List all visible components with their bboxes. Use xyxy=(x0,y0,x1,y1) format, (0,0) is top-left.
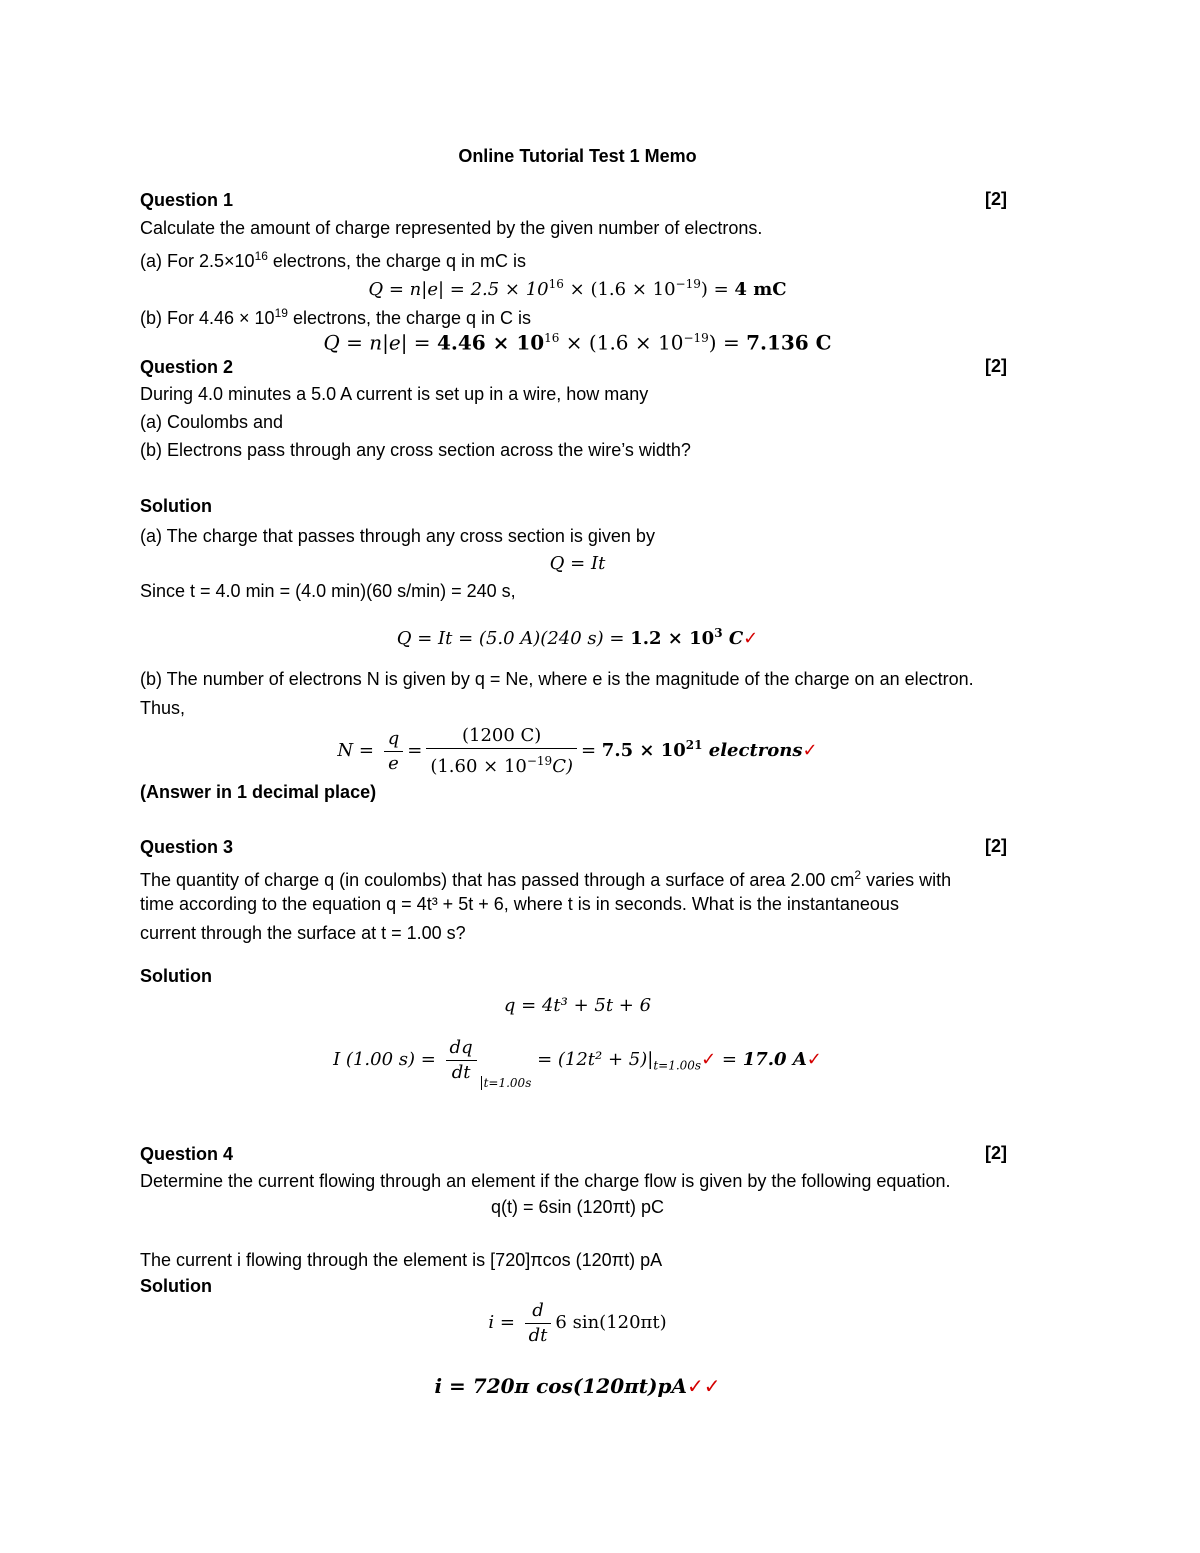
question-2-line-3: (b) Electrons pass through any cross section across the wire’s width? xyxy=(140,440,691,460)
check-mark-icon: ✓ xyxy=(806,1049,822,1070)
question-3-equation-1: q = 4t³ + 5t + 6 xyxy=(503,995,652,1016)
question-2-equation-2: Q = It = (5.0 A)(240 $s) = 1.2 \times 10^3$ C✓ xyxy=(396,626,759,649)
check-mark-icon: ✓ xyxy=(703,1374,721,1398)
fraction-charge-ratio: $\frac{(1200 C)}{(1.60 \times 10^{-19}C)}$ xyxy=(426,724,577,779)
question-3-line-2: time according to the equation q = 4t³ + 5t + 6, where t is in seconds. What is the instantaneous xyxy=(140,894,899,914)
question-4-equation-1: i = $\frac{d}{dt}$ 6 sin(120πt) xyxy=(488,1299,667,1346)
question-1-part-b: (b) For $4.46 \times 10^{19}$ electrons, the charge q in C is xyxy=(140,306,532,328)
question-1-heading: Question 1 xyxy=(140,190,234,210)
question-2-marks: [2] xyxy=(985,356,1007,376)
question-2-electron-equation: N = $\frac{q}{e}$ = $\frac{(1200 C)}{(1.60 \times 10^{-19}C)}$ = $7.5 \times 10^{21}$ electrons✓ xyxy=(337,724,818,777)
question-2-since: Since t = 4.0 min = (4.0 min)(60 s/min) = 240 s, xyxy=(140,581,516,601)
question-4-charge-equation: q(t) = 6sin (120πt) pC xyxy=(491,1197,664,1217)
question-4-equation-2: i = 720π cos(120πt)pA✓✓ xyxy=(434,1374,721,1398)
question-2-solution-heading: Solution xyxy=(140,496,212,516)
question-3-line-3: current through the surface at t = 1.00 s? xyxy=(140,923,466,943)
check-mark-icon: ✓ xyxy=(686,1374,704,1398)
question-2-thus: Thus, xyxy=(140,698,186,718)
question-2-solution-a: (a) The charge that passes through any cross section is given by xyxy=(140,526,655,546)
question-4-line-2: The current i flowing through the element is [720]πcos (120πt) pA xyxy=(140,1250,663,1270)
question-4-solution-heading: Solution xyxy=(140,1276,212,1296)
check-mark-icon: ✓ xyxy=(802,740,818,761)
question-2-line-2: (a) Coulombs and xyxy=(140,412,284,432)
question-1-equation-b: $Q = n|e| = 4.46 \times 10^{16} \times (1.6 \times 10^{-19}) = 7.136$ C xyxy=(323,330,832,355)
question-1-equation-a: $Q = n|e| = 2.5 \times 10^{16} \times (1.6 \times 10^{-19}) = 4$ mC xyxy=(368,277,787,300)
fraction-d-dt: $\frac{d}{dt}$ xyxy=(525,1299,552,1348)
check-mark-icon: ✓ xyxy=(701,1049,717,1070)
question-3-equation-2: I (1.00 s) = $\frac{dq}{dt}$ $_{t=1.00s} = (12t^2 + 5)|_{t=1.00s}✓ = 17.0$ A✓ xyxy=(333,1036,822,1090)
fraction-dq-dt: $\frac{dq}{dt}$ xyxy=(446,1036,477,1085)
fraction-q-over-e: $\frac{q}{e}$ xyxy=(384,727,404,776)
question-3-marks: [2] xyxy=(985,836,1007,856)
page-title: Online Tutorial Test 1 Memo xyxy=(458,146,697,166)
question-4-marks: [2] xyxy=(985,1143,1007,1163)
question-2-line-1: During 4.0 minutes a 5.0 A current is set up in a wire, how many xyxy=(140,384,649,404)
question-4-line-1: Determine the current flowing through an element if the charge flow is given by the following equation. xyxy=(140,1171,951,1191)
question-1-marks: [2] xyxy=(985,189,1007,209)
question-3-solution-heading: Solution xyxy=(140,966,212,986)
question-2-solution-b: (b) The number of electrons N is given by q = Ne, where e is the magnitude of the charge on an electron. xyxy=(140,669,974,689)
question-2-equation-1: Q = It xyxy=(549,553,606,574)
question-3-heading: Question 3 xyxy=(140,837,234,857)
question-1-prompt: Calculate the amount of charge represented by the given number of electrons. xyxy=(140,218,763,238)
question-2-heading: Question 2 xyxy=(140,357,234,377)
question-1-part-a: (a) For $2.5\times 10^{16}$ electrons, the charge q in mC is xyxy=(140,249,527,271)
question-2-note: (Answer in 1 decimal place) xyxy=(140,782,377,802)
question-3-line-1: The quantity of charge q (in coulombs) that has passed through a surface of area 2.00 $cm^2$ varies with xyxy=(140,868,952,890)
check-mark-icon: ✓ xyxy=(743,628,759,649)
question-4-heading: Question 4 xyxy=(140,1144,234,1164)
